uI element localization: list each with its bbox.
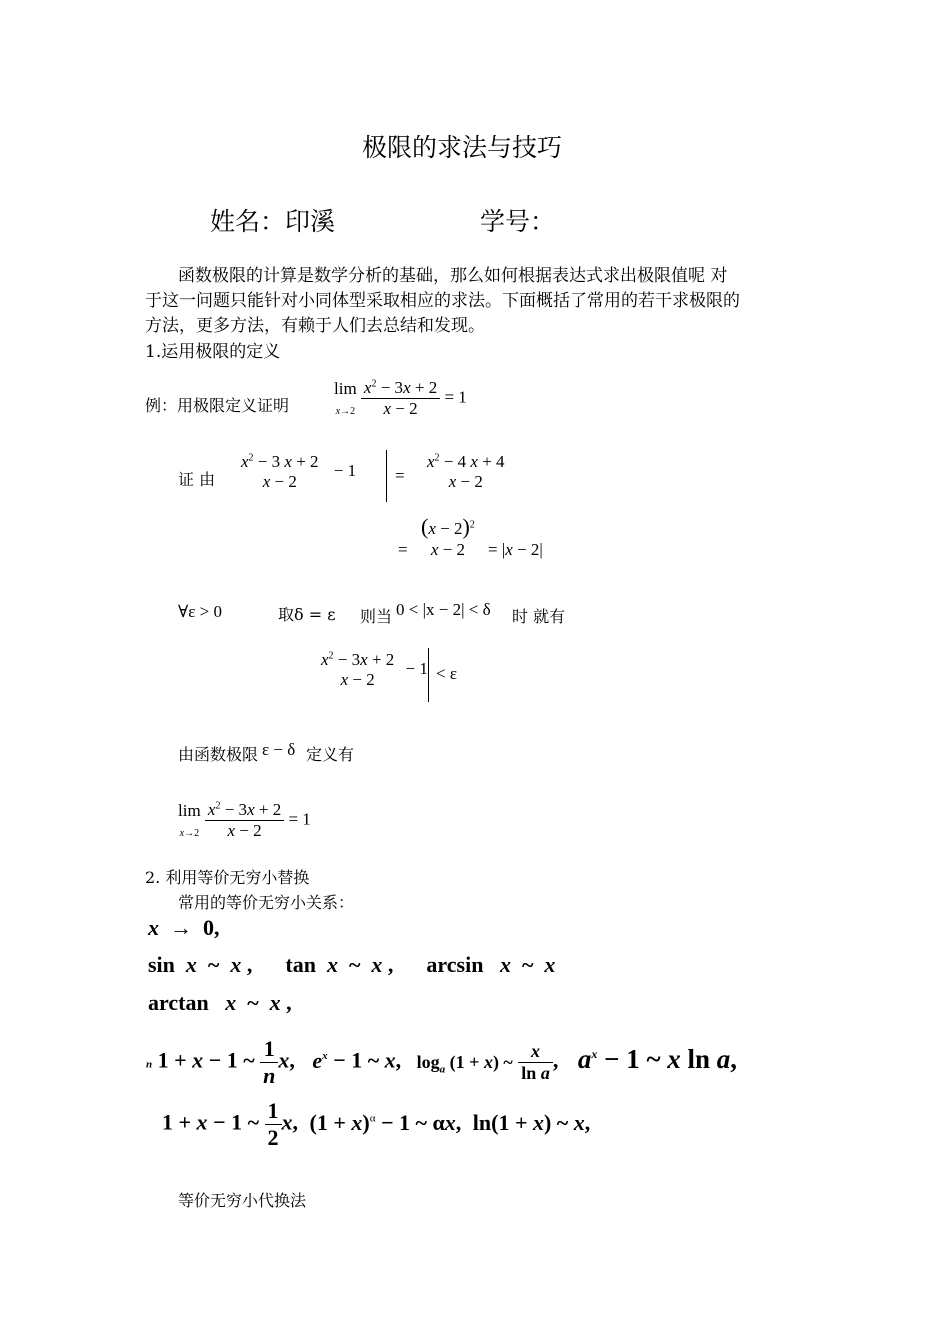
intro-line-1: 函数极限的计算是数学分析的基础，那么如何根据表达式求出极限值呢 对 [178,266,728,286]
when-condition: 0 < |x − 2| < δ [396,600,491,619]
inequality-expr: $x^2 - 3x + 2$ x − 2 − 1 [321,650,428,689]
equiv-row-1: sin x ~ x , tan x ~ x , arcsin x ~ x [148,952,556,977]
page-title: 极限的求法与技巧 [362,133,563,162]
example-label: 例：用极限定义证明 [145,396,290,415]
section2-footer: 等价无穷小代换法 [178,1191,307,1210]
equiv-row-2: arctan x ~ x , [148,990,292,1015]
forall-epsilon: ∀ε > 0 [178,602,222,621]
conclusion-post: 定义有 [306,745,355,764]
proof-label: 证 由 [178,470,216,489]
section1-heading: 1.运用极限的定义 [145,342,281,362]
proof-eq-2: = [398,540,408,559]
conclusion-pre: 由函数极限 [178,745,259,764]
equiv-row-3: n 1 + x − 1 ~ $\frac{1}{n}$ x, $e^x - 1$ ~ x, $\log_a (1 + x)$ ~ $\frac{x}{\text{ln a}}$ , $a^x - 1$ ~ x ln a, [146,1036,738,1088]
proof-eq-1: = [395,466,405,485]
conclusion-symbol: ε − δ [262,740,296,759]
example-limit: lim x→2 $\frac{x^2 - 3x + 2}{x - 2}$ = 1 [334,378,467,418]
section2-heading: 2. 利用等价无穷小替换 [145,868,310,887]
proof-expr-3: $(x - 2)^2$ x − 2 [421,514,475,559]
then-label: 时 就有 [512,607,566,626]
final-limit: lim x→2 $\frac{x^2 - 3x + 2}{x - 2}$ = 1 [178,800,311,840]
equiv-row-4: 1 + x − 1 ~ $\frac{1}{2}$ x, $(1 + x)^\alpha - 1$ ~ αx, ln(1 + x) ~ x, [162,1098,591,1150]
inequality-rhs: < ε [436,664,457,683]
section2-subheading: 常用的等价无穷小关系： [178,893,355,912]
when-label: 则当 [360,607,393,626]
intro-line-3: 方法，更多方法，有赖于人们去总结和发现。 [145,316,485,336]
author-line: 姓名：印溪 [210,207,336,236]
equiv-row-0: x → 0, [148,915,220,940]
intro-line-2: 于这一问题只能针对小同体型采取相应的求法。下面概括了常用的若干求极限的 [145,291,740,311]
proof-result: = |x − 2| [488,540,543,559]
proof-expr-1: $x^2 - 3$ x + 2 x − 2 − 1 [241,452,357,491]
student-id-label: 学号： [480,207,556,236]
take-delta: 取δ = ε [278,605,336,624]
proof-expr-2: $x^2 - 4$ x + 4 x − 2 [427,452,505,491]
